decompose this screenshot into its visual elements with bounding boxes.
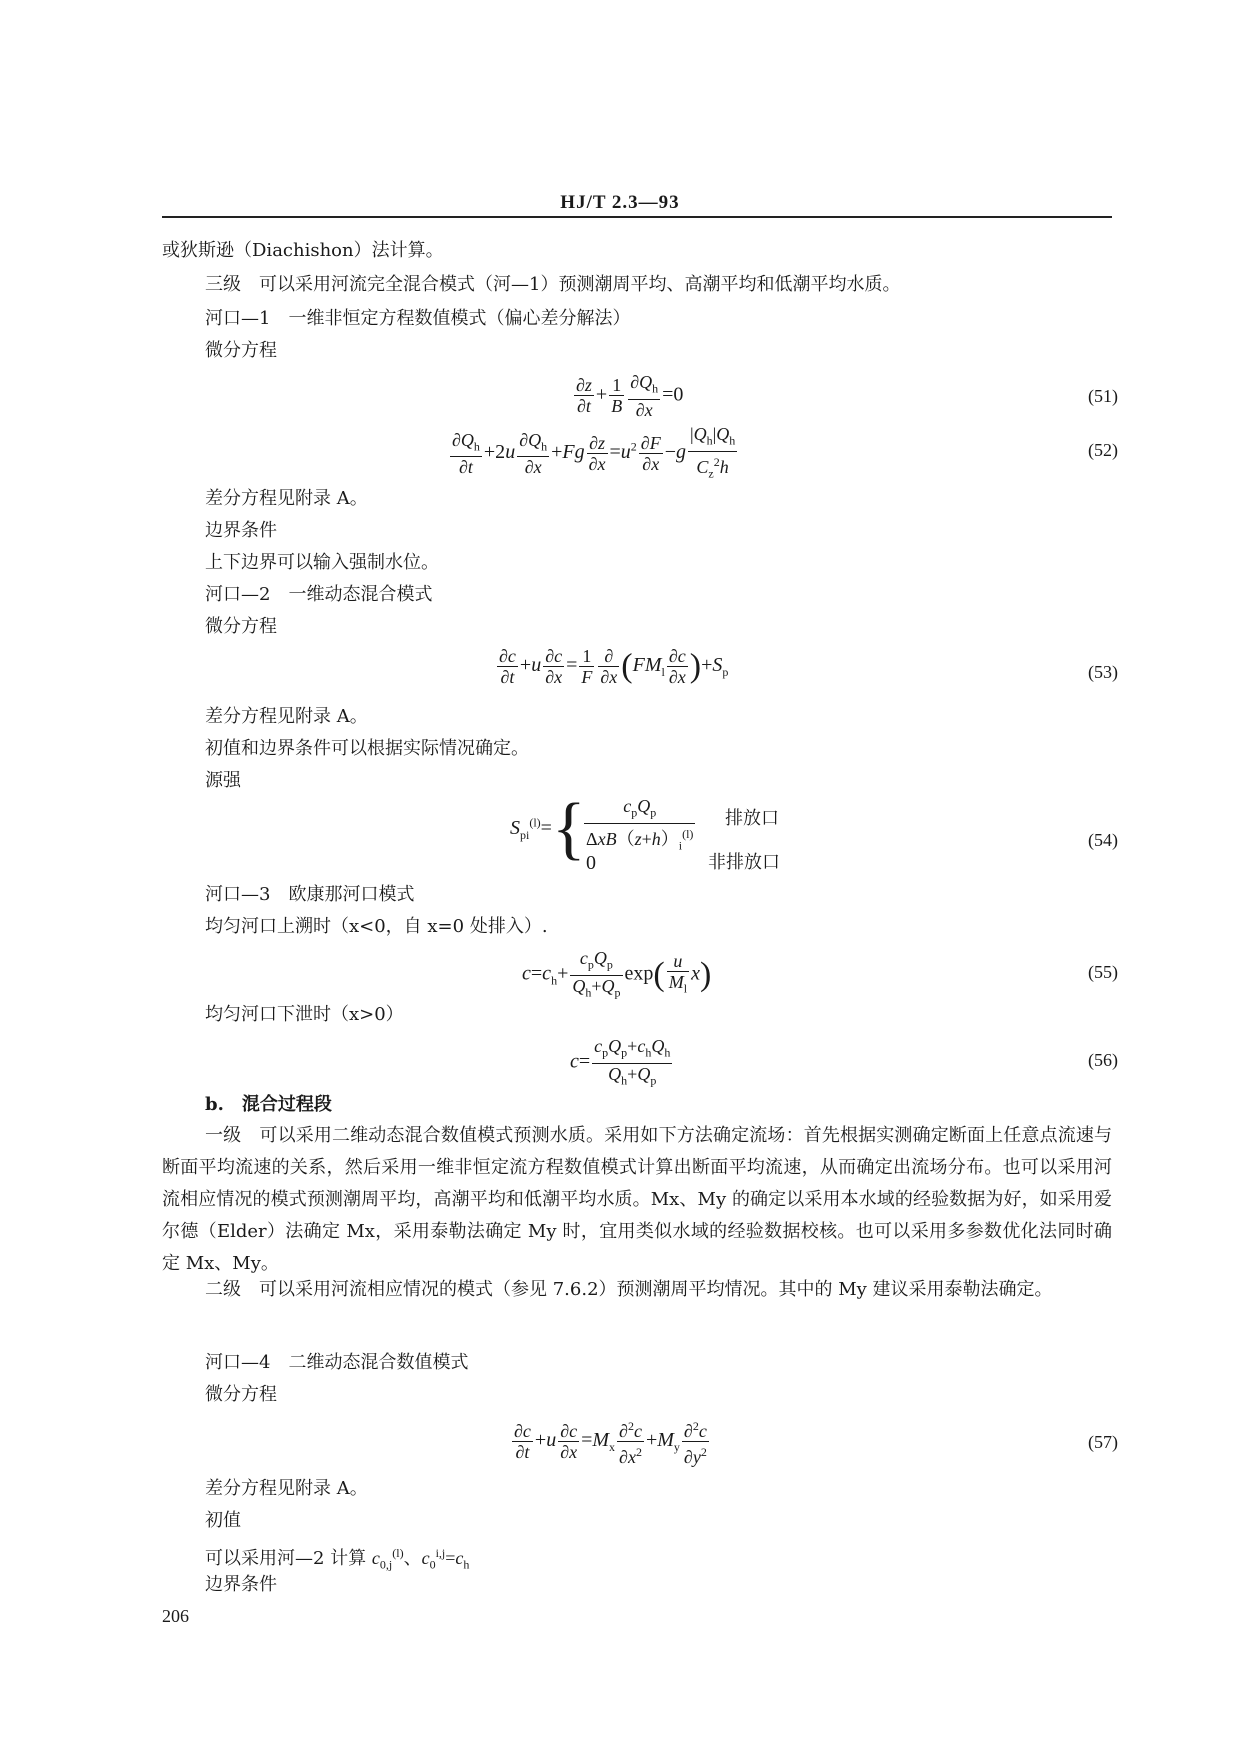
text-line: 均匀河口下泄时（x>0） [205, 1004, 404, 1025]
equation-52: $\frac{\partial Q_h}{\partial t}$ +2u $\frac{\partial Q_h}{\partial x}$ +Fg $\frac{\partial z}{\partial x}$ $=u^2$ $\frac{\partial F}{\partial x}$ −g $\frac{|Q_h|Q_h}{C_z^2h}$ [452, 424, 736, 481]
text-line: 均匀河口上溯时（x<0，自 x=0 处排入）. [205, 916, 548, 937]
text-line: 或狄斯逊（Diachishon）法计算。 [162, 240, 444, 261]
text-line: 差分方程见附录 A。 [205, 1478, 368, 1499]
non-outfall-label: 非排放口 [708, 852, 780, 873]
text-line: 源强 [205, 770, 241, 791]
section-heading: b. 混合过程段 [205, 1094, 332, 1115]
outfall-label: 排放口 [725, 808, 779, 829]
text-line: 三级 可以采用河流完全混合模式（河—1）预测潮周平均、高潮平均和低潮平均水质。 [205, 274, 901, 295]
equation-51: $\frac{\partial z}{\partial t}$ + $\frac{1}{B}$ $\frac{\partial Q_h}{\partial x}$ =0 [576, 372, 684, 420]
text-line: 河口—3 欧康那河口模式 [205, 884, 415, 905]
equation-number: (54) [1088, 830, 1118, 850]
equation-number: (53) [1088, 662, 1118, 682]
equation-54: $S_{pi}^{(l)}=${ [510, 790, 586, 867]
equation-number: (51) [1088, 386, 1118, 406]
equation-54-case-2: 0 [586, 852, 596, 874]
text-line: 边界条件 [205, 520, 277, 541]
equation-number: (52) [1088, 440, 1118, 460]
text-line: 微分方程 [205, 1384, 277, 1405]
document-header: HJ/T 2.3—93 [560, 192, 680, 213]
equation-number: (57) [1088, 1432, 1118, 1452]
paragraph: 二级 可以采用河流相应情况的模式（参见 7.6.2）预测潮周平均情况。其中的 My 建议采用泰勒法确定。 [205, 1279, 1053, 1300]
text-line: 上下边界可以输入强制水位。 [205, 552, 439, 573]
equation-54-case-1: $\frac{c_pQ_p}{\Delta xB(z+h)_i^{(l)}}$ [586, 796, 694, 853]
equation-55: $c=c_h+$ $\frac{c_pQ_p}{Q_h+Q_p}$ exp( $\frac{u}{M_l}$ x) [522, 948, 712, 1000]
header-rule [162, 216, 1112, 218]
text-line: 河口—4 二维动态混合数值模式 [205, 1352, 469, 1373]
equation-57: $\frac{\partial c}{\partial t}$ +u $\frac{\partial c}{\partial x}$ $=M_x$ $\frac{\partial^2c}{\partial x^2}$ $+M_y$ $\frac{\partial^2c}{\partial y^2}$ [510, 1416, 711, 1467]
text-line: 差分方程见附录 A。 [205, 488, 368, 509]
equation-number: (55) [1088, 962, 1118, 982]
page-number: 206 [162, 1606, 189, 1626]
initial-value-expression: $c_{0,j}^{(l)}$、$c_0^{i,j}=c_h$ [371, 1546, 470, 1572]
text-line: 初值 [205, 1510, 241, 1531]
text-line: 边界条件 [205, 1574, 277, 1595]
text-line: 微分方程 [205, 340, 277, 361]
text-line [205, 1542, 469, 1576]
paragraph: 一级 可以采用二维动态混合数值模式预测水质。采用如下方法确定流场：首先根据实测确定断面上任意点流速与断面平均流速的关系，然后采用一维非恒定流方程数值模式计算出断面平均流速，从而确定出流场分布。也可以采用河流相应情况的模式预测潮周平均，高潮平均和低潮平均水质。Mx、My 的确定以采用本水域的经验数据为好，如采用爱尔德（Elder）法确定 Mx，采用泰勒法确定 My 时，宜用类似水域的经验数据校核。也可以采用多参数优化法同时确定 Mx、My。 [162, 1125, 1112, 1274]
text-line: 差分方程见附录 A。 [205, 706, 368, 727]
equation-number: (56) [1088, 1050, 1118, 1070]
text-line: 河口—1 一维非恒定方程数值模式（偏心差分解法） [205, 308, 631, 329]
equation-56: c= $\frac{c_pQ_p+c_hQ_h}{Q_h+Q_p}$ [570, 1036, 671, 1088]
text-line: 微分方程 [205, 616, 277, 637]
text-line: 河口—2 一维动态混合模式 [205, 584, 433, 605]
text-line-label: 可以采用河—2 计算 [205, 1548, 367, 1569]
equation-53: $\frac{\partial c}{\partial t}$ +u $\frac{\partial c}{\partial x}$ = $\frac{1}{F}$ $\frac{\partial}{\partial x}$ ($FM_l$ $\frac{\partial c}{\partial x}$ )$+S_p$ [499, 646, 729, 687]
text-line: 初值和边界条件可以根据实际情况确定。 [205, 738, 529, 759]
